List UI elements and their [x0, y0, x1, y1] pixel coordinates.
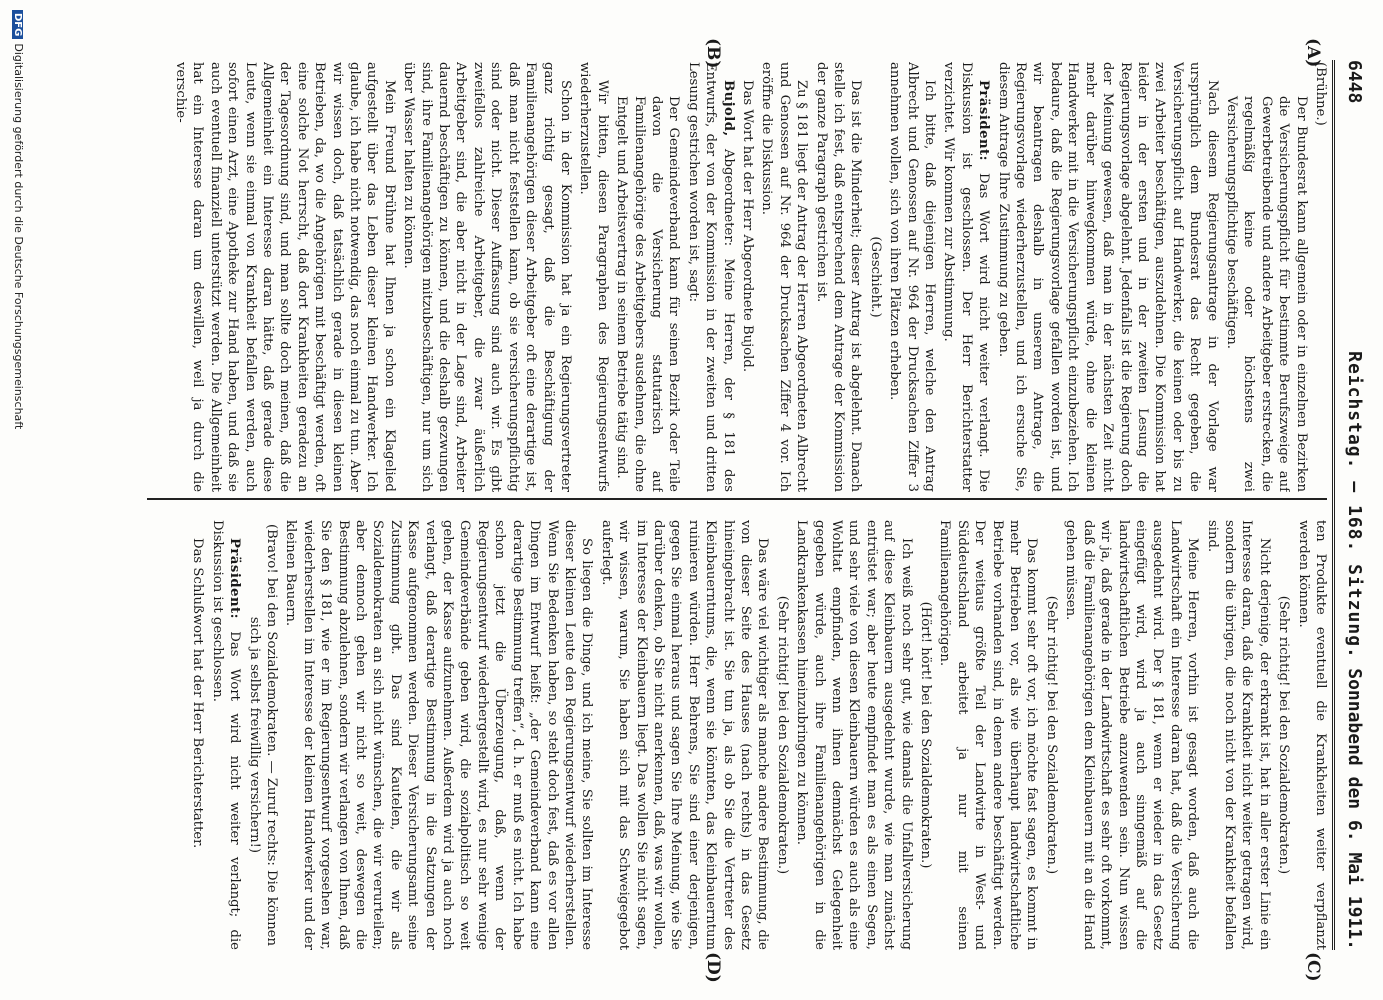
speaker-name: Präsident:: [227, 538, 243, 620]
paragraph: Meine Herren, vorhin ist gesagt worden, daß auch die Landwirtschaft ein Interesse daran hat, daß die Versicherung ausgedehnt wird. Der § 181, wenn er wieder in das Gesetz eingefügt wird, wird ja auch sinngemäß auf die landwirtschaftlichen Betriebe anzuwenden sein. Nun wissen wir ja, daß gerade in der Landwirtschaft es sehr oft vorkommt, daß die Familienangehörigen dem Kleinbauern mit an die Hand gehen müssen.: [1063, 520, 1201, 950]
speech-text: Das Wort wird nicht weiter verlangt; die Diskussion ist geschlossen.: [209, 520, 243, 950]
speech-paragraph: [940, 62, 992, 492]
running-head: [1332, 60, 1375, 950]
stage-direction: (Bravo! bei den Sozialdemokraten. — Zuruf rechts: Die können sich ja selbst freiwillig versichern!): [246, 523, 280, 947]
margin-marker-a: (A): [1303, 38, 1323, 68]
digitization-credit: [3, 0, 25, 1000]
speaker-name: Bujold,: [720, 80, 736, 137]
stage-direction: (Hört! hört! bei den Sozialdemokraten.): [918, 601, 934, 869]
stage-direction: (Geschieht.): [867, 236, 883, 318]
left-column: [159, 62, 1329, 492]
column-divider: [147, 498, 1327, 500]
dfg-logo: DFG: [12, 10, 23, 39]
paragraph: Das Schlußwort hat der Herr Berichterstatter.: [190, 538, 206, 849]
paragraph: Mein Freund Brühne hat Ihnen ja schon ein Klagelied aufgestellt über das Leben dieser kleinen Handwerker. Ich glaube, ich habe nicht notwendig, das noch einmal zu tun. Aber wir wissen doch, daß tatsächlich gerade in diesen kleinen Betrieben, da, wo die Angehörigen mit beschäftigt werden, oft eine solche Not herrscht, daß dort Krankheiten geradezu an der Tagesordnung sind, und man sollte doch meinen, daß die Allgemeinheit ein Interesse daran hätte, daß gerade diese Leute, wenn sie einmal von Krankheit befallen werden, auch sofort einen Arzt, eine Apotheke zur Hand haben, und daß sie auch eventuell finanziell unterstützt werden. Die Allgemeinheit hat ein Interesse daran um deswillen, weil ja durch die verschie-: [173, 62, 397, 492]
paragraph: Nach diesem Regierungsantrage in der Vorlage war ursprünglich dem Bundesrat das Recht gegeben, die Versicherungspflicht auf Handwerker, die keinen oder bis zu zwei Arbeiter beschäftigen, auszudehnen. Die Kommission hat leider in der ersten und in der zweiten Lesung die Regierungsvorlage abgelehnt. Jedenfalls ist die Regierung doch der Meinung gewesen, daß man in der nächsten Zeit nicht mehr darüber hinwegkommen würde, ohne die kleinen Handwerker mit in die Versicherungspflicht einzubeziehen. Ich bedaure, daß die Regierungsvorlage gefallen worden ist, und wir beantragen deshalb in unserem Antrage, die Regierungsvorlage wiederherzustellen, und ich ersuche Sie, diesem Antrage Ihre Zustimmung zu geben.: [995, 62, 1220, 492]
right-column: [159, 520, 1329, 950]
paragraph: So liegen die Dinge, und ich meine, Sie sollten im Interesse dieser kleinen Leute den Regierungsentwurf wiederherstellen. Wenn Sie Bedenken haben, so steht doch fest, daß es vor allen Dingen im Entwurf heißt: „der Gemeindeverband kann eine derartige Bestimmung treffen“, d. h. er muß es nicht. Ich habe schon jetzt die Überzeugung, daß, wenn der Regierungsentwurf wiederhergestellt wird, es nur sehr wenige Gemeindeverbände geben wird, die sozialpolitisch so weit gehen, der Kasse aufzunehmen. Außerdem wird ja auch noch verlangt, daß derartige Bestimmung in die Satzungen der Kasse aufgenommen werden. Dieser Versicherungsamt seine Zustimmung gibt. Das sind Kautelen, die wir als Sozialdemokraten an sich nicht wünschen, die wir verurteilen; aber dennoch gehen wir nicht so weit, deswegen die Bestimmung abzulehnen, sondern wir verlangen von Ihnen, daß Sie den § 181, wie er im Regierungsentwurf vorgesehen war, wiederherstellen im Interesse der kleinen Handwerker und der kleinen Bauern.: [283, 520, 595, 950]
paragraph: Das Wort hat der Herr Abgeordnete Bujold.: [740, 80, 755, 373]
stage-direction: (Sehr richtig! bei den Sozialdemokraten.): [1043, 595, 1059, 875]
margin-marker-c: (C): [1303, 952, 1323, 982]
paragraph: Ich bitte, daß diejenigen Herren, welche den Antrag Albrecht und Genossen auf Nr. 964 der Drucksachen Ziffer 3 annehmen wollen, sich von ihren Plätzen erheben.: [887, 62, 938, 492]
speech-paragraph: [208, 520, 243, 950]
paragraph: Das kommt sehr oft vor, ich möchte fast sagen, es kommt in mehr Betrieben vor, als wie überhaupt landwirtschaftliche Betriebe vorhanden sind, in denen andere beschäftigt werden. Der weitaus größte Teil der Landwirte in West- und Süddeutschland arbeitet ja nur mit seinen Familienangehörigen.: [937, 520, 1040, 950]
paragraph: Das ist die Minderheit; dieser Antrag ist abgelehnt. Danach stelle ich fest, daß entsprechend dem Antrage der Kommission der ganze Paragraph gestrichen ist.: [813, 62, 864, 492]
paragraph: Nicht derjenige, der erkrankt ist, hat in aller erster Linie ein Interesse daran, daß die Krankheit nicht weiter getragen wird, sondern die übrigen, die noch nicht von der Krankheit befallen sind.: [1204, 520, 1272, 950]
speech-paragraph: [684, 62, 736, 492]
paragraph: Ich weiß noch sehr gut, wie damals die Unfallversicherung auf diese Kleinbauern ausgedehnt wurde, wie man zunächst entrüstet war; aber heute empfindet man es als einen Segen, und sehr viele von diesen Kleinbauern würden es auch als eine Wohltat empfinden, wenn ihnen demnächst Gelegenheit gegeben würde, auch ihre Familienangehörigen in die Landkrankenkassen hineinzubringen zu können.: [794, 520, 914, 950]
stage-direction: (Sehr richtig! bei den Sozialdemokraten.): [774, 595, 790, 875]
stage-direction: (Sehr richtig! bei den Sozialdemokraten.): [1276, 595, 1292, 875]
paragraph: Zu § 181 liegt der Antrag der Herren Abgeordneten Albrecht und Genossen auf Nr. 964 der Drucksachen Ziffer 4 vor. Ich eröffne die Diskussion.: [759, 62, 810, 492]
quoted-provision: Der Bundesrat kann allgemein oder in einzelnen Bezirken die Versicherungspflicht für bestimmte Berufszweige auf Gewerbetreibende und andere Arbeitgeber erstrecken, die regelmäßig keine oder höchstens zwei Versicherungspflichtige beschäftigen.: [1223, 96, 1309, 492]
quoted-provision: Der Gemeindeverband kann für seinen Bezirk oder Teile davon die Versicherung statutarisch auf Familienangehörige des Arbeitgebers ausdehnen, die ohne Entgelt und Arbeitsvertrag in seinem Betriebe tätig sind.: [614, 96, 682, 492]
session-title: Reichstag. — 168. Sitzung.: [1344, 351, 1365, 659]
paragraph: Das wäre viel wichtiger als manche andere Bestimmung, die von dieser Seite des Hauses (nach rechts) in das Gesetz hineingebracht ist. Sie tun ja, als ob Sie die Vertreter des Kleinbauerntums, die, wenn sie könnten, das Kleinbauerntum ruinieren würden. Herr Behrens, Sie sind einer derjenigen, gegen Sie einmal heraus und sagen Sie Ihre Meinung, wie Sie darüber denken, ob Sie nicht anerkennen, daß, was wir wollen, im Interesse der Kleinbauern liegt. Das wollen Sie nicht sagen, wir wissen, warum, Sie haben sich mit das Schweigegebot auferlegt.: [598, 520, 771, 950]
paragraph: Wir bitten, diesen Paragraphen des Regierungsentwurfs wiederherzustellen.: [577, 62, 610, 492]
session-date: Sonnabend den 6. Mai 1911.: [1344, 668, 1365, 950]
speech-text: Abgeordneter: Meine Herren, der § 181 des Entwurfs, der von der Kommission in der zweiten und dritten Lesung gestrichen worden ist, sagt:: [685, 62, 736, 492]
paragraph: Schon in der Kommission hat ja ein Regierungsvertreter ganz richtig gesagt, daß die Beschäftigung der Familienangehörigen dieser Arbeitgeber oft eine derartige ist, daß man nicht feststellen kann, ob sie versicherungspflichtig sind oder nicht. Dieser Auffassung sind auch wir. Es gibt zweifellos zahlreiche Arbeitgeber, die zwar äußerlich Arbeitgeber sind, die aber nicht in der Lage sind, Arbeiter dauernd beschäftigen zu können, und die deshalb gezwungen sind, ihre Familienangehörigen mitzubeschäftigen, nur um sich über Wasser halten zu können.: [401, 62, 573, 492]
speaker-name: Präsident:: [976, 80, 992, 162]
speaker-tag: (Brühne.): [1313, 62, 1328, 126]
page-number: 6448: [1344, 60, 1365, 104]
paragraph: ten Produkte eventuell die Krankheiten weiter verpflanzt werden können.: [1295, 520, 1328, 950]
margin-marker-b: (B): [703, 38, 723, 69]
credit-text: Digitalisierung gefördert durch die Deutsche Forschungsgemeinschaft: [12, 43, 25, 430]
margin-marker-d: (D): [703, 952, 723, 983]
speech-text: Das Wort wird nicht weiter verlangt. Die Diskussion ist geschlossen. Der Herr Berichterstatter verzichtet. Wir kommen zur Abstimmung.: [941, 62, 992, 492]
